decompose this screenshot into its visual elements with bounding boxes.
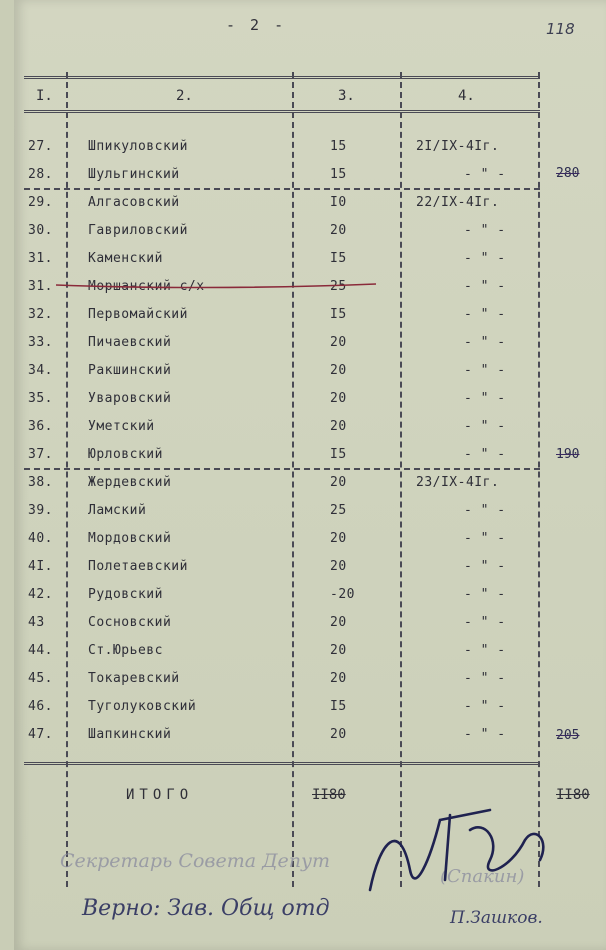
row-number: 30. (28, 223, 53, 238)
row-number: 32. (28, 307, 53, 322)
grand-total: II80 (556, 787, 590, 803)
row-name: Ст.Юрьевс (88, 643, 163, 658)
subtotal-3: 205 (556, 728, 580, 743)
row-number: 42. (28, 587, 53, 602)
row-quantity: 25 (330, 503, 347, 518)
row-quantity: 20 (330, 335, 347, 350)
row-number: 33. (28, 335, 53, 350)
row-date: - " - (464, 447, 506, 462)
row-quantity: 20 (330, 391, 347, 406)
column-header-2: 2. (176, 88, 193, 104)
row-date: 22/IX-4Iг. (416, 195, 500, 210)
signature-area (0, 800, 606, 950)
row-quantity: 20 (330, 559, 347, 574)
row-name: Уваровский (88, 391, 172, 406)
verified-line: Верно: Зав. Общ отд (82, 896, 330, 921)
clerk-signature: П.Зашков. (450, 908, 543, 928)
row-quantity: 15 (330, 139, 347, 154)
row-quantity: 20 (330, 643, 347, 658)
row-name: Алгасовский (88, 195, 180, 210)
row-quantity: -20 (330, 587, 355, 602)
group-divider-2 (24, 468, 540, 470)
row-quantity: 20 (330, 727, 347, 742)
row-name: Пичаевский (88, 335, 172, 350)
row-number: 38. (28, 475, 53, 490)
total-value: II80 (312, 787, 346, 803)
row-date: - " - (464, 671, 506, 686)
row-date: 23/IX-4Iг. (416, 475, 500, 490)
column-header-1: I. (36, 88, 53, 104)
row-quantity: 20 (330, 363, 347, 378)
row-name: Туголуковский (88, 699, 197, 714)
row-quantity: 20 (330, 615, 347, 630)
strike-through-line (56, 283, 376, 289)
row-quantity: I5 (330, 699, 347, 714)
row-name: Юрловский (88, 447, 163, 462)
row-number: 27. (28, 139, 53, 154)
row-date: - " - (464, 167, 506, 182)
secretary-line: Секретарь Совета Депут (60, 850, 331, 872)
row-quantity: I5 (330, 251, 347, 266)
row-number: 37. (28, 447, 53, 462)
column-divider-3 (400, 72, 402, 887)
column-divider-4 (538, 72, 540, 887)
row-name: Рудовский (88, 587, 163, 602)
page-number: - 2 - (226, 16, 287, 34)
row-date: - " - (464, 419, 506, 434)
header-divider (24, 110, 540, 113)
row-quantity: I0 (330, 195, 347, 210)
row-number: 47. (28, 727, 53, 742)
row-name: Ракшинский (88, 363, 172, 378)
row-date: 2I/IX-4Iг. (416, 139, 500, 154)
row-quantity: 20 (330, 419, 347, 434)
row-date: - " - (464, 615, 506, 630)
row-date: - " - (464, 223, 506, 238)
row-number: 28. (28, 167, 53, 182)
row-number: 39. (28, 503, 53, 518)
row-date: - " - (464, 307, 506, 322)
row-number: 29. (28, 195, 53, 210)
row-date: - " - (464, 643, 506, 658)
column-divider-2 (292, 72, 294, 887)
row-date: - " - (464, 559, 506, 574)
row-date: - " - (464, 391, 506, 406)
row-date: - " - (464, 531, 506, 546)
row-date: - " - (464, 363, 506, 378)
group-divider-1 (24, 188, 540, 190)
row-name: Токаревский (88, 671, 180, 686)
row-name: Жердевский (88, 475, 172, 490)
row-date: - " - (464, 587, 506, 602)
table-bottom-border (24, 762, 540, 765)
column-header-3: 3. (338, 88, 355, 104)
row-number: 31. (28, 251, 53, 266)
row-date: - " - (464, 503, 506, 518)
row-name: Мордовский (88, 531, 172, 546)
row-name: Уметский (88, 419, 155, 434)
row-quantity: 25 (330, 279, 347, 294)
row-name: Шульгинский (88, 167, 180, 182)
row-date: - " - (464, 279, 506, 294)
row-date: - " - (464, 727, 506, 742)
row-date: - " - (464, 699, 506, 714)
row-name: Моршанский с/х (88, 279, 205, 294)
row-date: - " - (464, 251, 506, 266)
row-quantity: 20 (330, 475, 347, 490)
row-number: 4I. (28, 559, 53, 574)
row-number: 40. (28, 531, 53, 546)
row-quantity: I5 (330, 307, 347, 322)
row-number: 36. (28, 419, 53, 434)
secretary-name: (Спакин) (440, 866, 525, 887)
column-header-4: 4. (458, 88, 475, 104)
row-name: Полетаевский (88, 559, 188, 574)
row-name: Ламский (88, 503, 147, 518)
row-quantity: 15 (330, 167, 347, 182)
subtotal-1: 280 (556, 166, 580, 181)
row-quantity: 20 (330, 531, 347, 546)
table-top-border (24, 76, 540, 79)
row-name: Первомайский (88, 307, 188, 322)
row-name: Каменский (88, 251, 163, 266)
row-number: 35. (28, 391, 53, 406)
row-name: Гавриловский (88, 223, 188, 238)
row-name: Сосновский (88, 615, 172, 630)
row-quantity: I5 (330, 447, 347, 462)
total-label: ИТОГО (126, 787, 194, 803)
row-number: 34. (28, 363, 53, 378)
row-date: - " - (464, 335, 506, 350)
row-name: Шапкинский (88, 727, 172, 742)
row-number: 46. (28, 699, 53, 714)
row-name: Шпикуловский (88, 139, 188, 154)
row-number: 44. (28, 643, 53, 658)
row-quantity: 20 (330, 671, 347, 686)
main-signature-icon (350, 800, 570, 910)
row-number: 45. (28, 671, 53, 686)
row-quantity: 20 (330, 223, 347, 238)
row-number: 31. (28, 279, 53, 294)
subtotal-2: 190 (556, 447, 580, 462)
archive-number: 118 (546, 20, 575, 38)
row-number: 43 (28, 615, 45, 630)
